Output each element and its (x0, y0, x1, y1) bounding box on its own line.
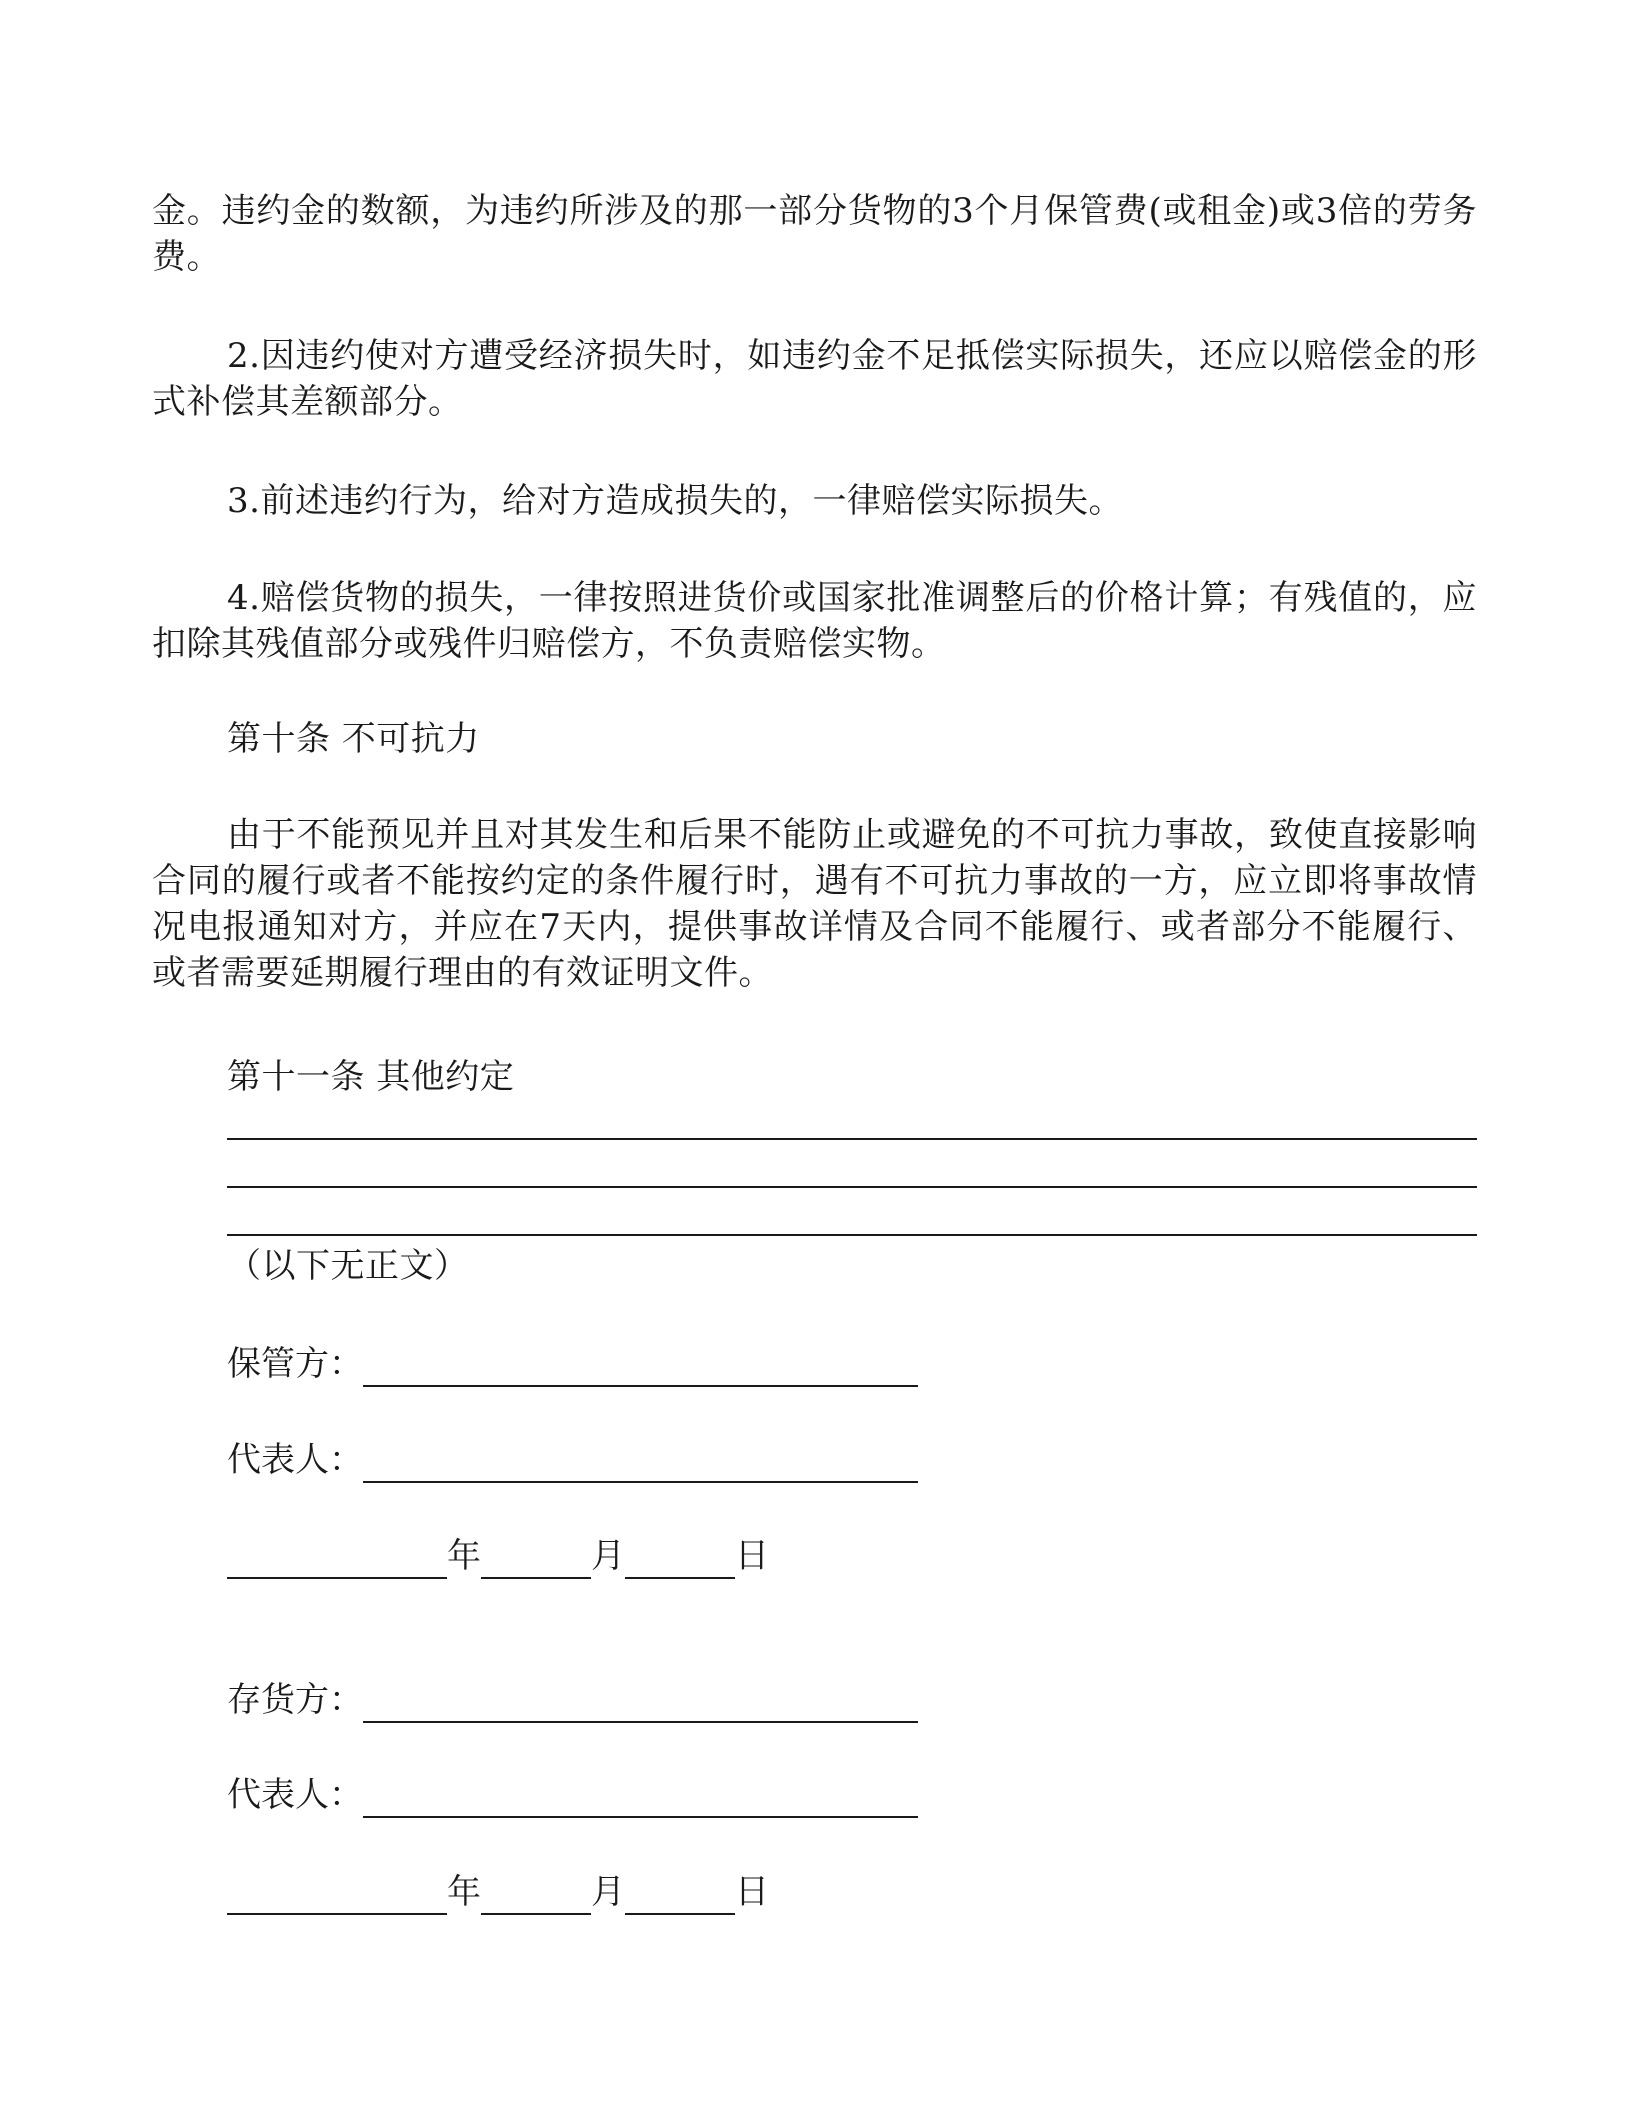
year-label: 年 (447, 1536, 481, 1576)
custodian-rep-label: 代表人： (227, 1440, 363, 1480)
depositor-rep-label: 代表人： (227, 1775, 363, 1815)
paragraph-clause-3: 3.前述违约行为，给对方造成损失的，一律赔偿实际损失。 (227, 481, 1123, 521)
custodian-rep-line[interactable] (363, 1445, 918, 1483)
paragraph-force-majeure: 由于不能预见并且对其发生和后果不能防止或避免的不可抗力事故，致使直接影响合同的履行或者不能按约定的条件履行时，遇有不可抗力事故的一方，应立即将事故情况电报通知对方，并应在7天内，提供事故详情及合同不能履行、或者部分不能履行、或者需要延期履行理由的有效证明文件。 (152, 815, 1477, 993)
article-11-heading: 第十一条 其他约定 (227, 1057, 515, 1097)
blank-line-1 (227, 1138, 1477, 1140)
end-of-text-note: （以下无正文） (227, 1246, 469, 1286)
depositor-date-row (227, 1869, 769, 1915)
blank-line-2 (227, 1186, 1477, 1188)
day-label: 日 (735, 1872, 769, 1912)
depositor-day-blank[interactable] (625, 1877, 735, 1915)
blank-line-3 (227, 1234, 1477, 1236)
article-10-heading: 第十条 不可抗力 (227, 719, 480, 759)
paragraph-penalty-amount: 金。违约金的数额，为违约所涉及的那一部分货物的3个月保管费(或租金)或3倍的劳务费。 (152, 191, 1477, 277)
custodian-month-blank[interactable] (481, 1541, 591, 1579)
month-label: 月 (591, 1872, 625, 1912)
year-label: 年 (447, 1872, 481, 1912)
paragraph-clause-2: 2.因违约使对方遭受经济损失时，如违约金不足抵偿实际损失，还应以赔偿金的形式补偿其差额部分。 (152, 336, 1477, 422)
depositor-month-blank[interactable] (481, 1877, 591, 1915)
custodian-rep-row (227, 1437, 918, 1483)
depositor-rep-line[interactable] (363, 1780, 918, 1818)
custodian-signature-line[interactable] (363, 1349, 918, 1387)
custodian-date-row (227, 1533, 769, 1579)
depositor-signature-line[interactable] (363, 1685, 918, 1723)
custodian-year-blank[interactable] (227, 1541, 447, 1579)
depositor-year-blank[interactable] (227, 1877, 447, 1915)
custodian-label: 保管方： (227, 1344, 363, 1384)
depositor-signature-row (227, 1677, 918, 1723)
day-label: 日 (735, 1536, 769, 1576)
paragraph-clause-4: 4.赔偿货物的损失，一律按照进货价或国家批准调整后的价格计算；有残值的，应扣除其残值部分或残件归赔偿方，不负责赔偿实物。 (152, 578, 1477, 664)
custodian-day-blank[interactable] (625, 1541, 735, 1579)
depositor-label: 存货方： (227, 1680, 363, 1720)
custodian-signature-row (227, 1341, 918, 1387)
month-label: 月 (591, 1536, 625, 1576)
depositor-rep-row (227, 1772, 918, 1818)
